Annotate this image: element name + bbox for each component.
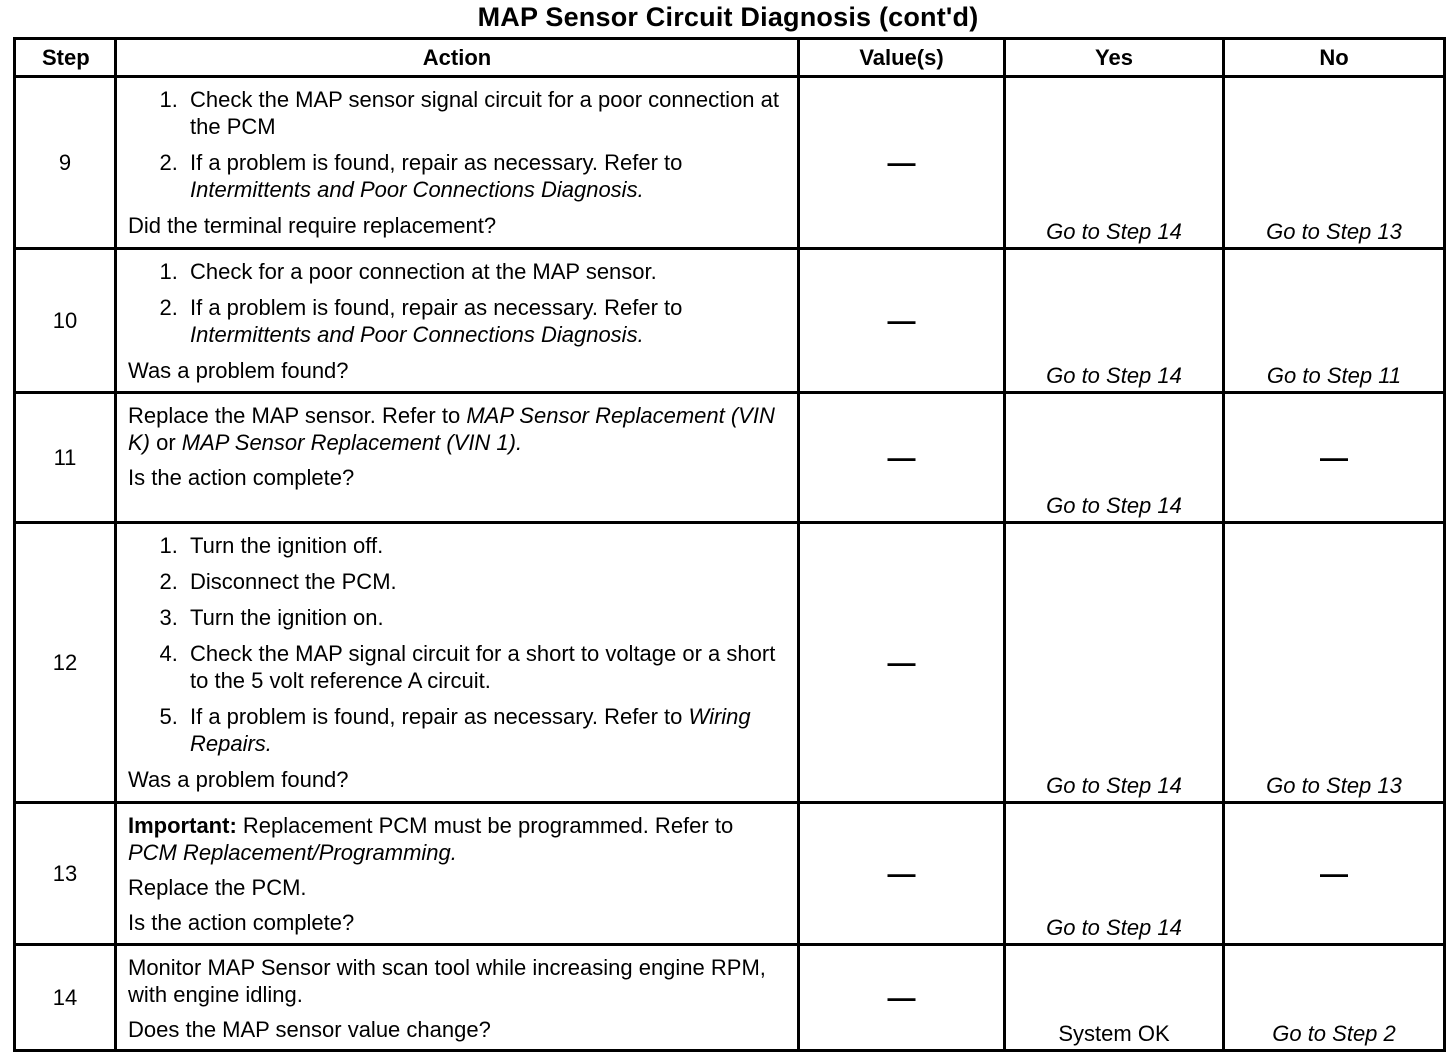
- no-cell: —: [1224, 803, 1445, 945]
- list-item: 1. Check the MAP sensor signal circuit for a poor connection at the PCM: [184, 86, 787, 140]
- step-number: 13: [15, 803, 116, 945]
- no-cell: Go to Step 13: [1224, 523, 1445, 803]
- diagnosis-table: [13, 37, 1446, 1052]
- step-number: 11: [15, 393, 116, 523]
- header-row: [15, 39, 1445, 77]
- action-list: [128, 532, 787, 757]
- value-cell: —: [799, 945, 1005, 1051]
- action-cell: [116, 945, 799, 1051]
- action-paragraph: Monitor MAP Sensor with scan tool while increasing engine RPM, with engine idling.: [128, 955, 766, 1007]
- header-values: Value(s): [799, 39, 1005, 77]
- header-yes: Yes: [1005, 39, 1224, 77]
- no-cell: —: [1224, 393, 1445, 523]
- yes-cell: Go to Step 14: [1005, 393, 1224, 523]
- action-paragraph: Replace the PCM.: [128, 875, 307, 900]
- action-question: Is the action complete?: [128, 910, 355, 935]
- action-list: [128, 86, 787, 203]
- step-number: 14: [15, 945, 116, 1051]
- action-cell: [116, 393, 799, 523]
- value-cell: —: [799, 523, 1005, 803]
- action-list: [128, 258, 787, 348]
- header-action: Action: [116, 39, 799, 77]
- no-cell: Go to Step 13: [1224, 77, 1445, 249]
- no-cell: Go to Step 2: [1224, 945, 1445, 1051]
- action-question: Was a problem found?: [128, 767, 349, 792]
- no-cell: Go to Step 11: [1224, 249, 1445, 393]
- list-item: 3. Turn the ignition on.: [184, 604, 787, 631]
- yes-cell: Go to Step 14: [1005, 803, 1224, 945]
- action-cell: [116, 77, 799, 249]
- yes-cell: System OK: [1005, 945, 1224, 1051]
- important-note: Important: Replacement PCM must be programmed. Refer to PCM Replacement/Programming.: [128, 813, 734, 865]
- list-item: 5. If a problem is found, repair as necessary. Refer to Wiring Repairs.: [184, 703, 787, 757]
- table-row: [15, 249, 1445, 393]
- list-item: 4. Check the MAP signal circuit for a short to voltage or a short to the 5 volt reference A circuit.: [184, 640, 787, 694]
- list-item: 1. Turn the ignition off.: [184, 532, 787, 559]
- header-step: Step: [15, 39, 116, 77]
- yes-cell: Go to Step 14: [1005, 523, 1224, 803]
- step-number: 10: [15, 249, 116, 393]
- step-number: 12: [15, 523, 116, 803]
- page-title: MAP Sensor Circuit Diagnosis (cont'd): [477, 2, 979, 32]
- yes-cell: Go to Step 14: [1005, 77, 1224, 249]
- value-cell: —: [799, 77, 1005, 249]
- table-row: [15, 803, 1445, 945]
- list-item: 2. If a problem is found, repair as necessary. Refer to Intermittents and Poor Connections Diagnosis.: [184, 294, 787, 348]
- value-cell: —: [799, 803, 1005, 945]
- action-question: Was a problem found?: [128, 358, 349, 383]
- action-cell: [116, 523, 799, 803]
- value-cell: —: [799, 249, 1005, 393]
- list-item: 2. If a problem is found, repair as necessary. Refer to Intermittents and Poor Connections Diagnosis.: [184, 149, 787, 203]
- action-cell: [116, 249, 799, 393]
- action-cell: [116, 803, 799, 945]
- header-no: No: [1224, 39, 1445, 77]
- action-question: Does the MAP sensor value change?: [128, 1017, 491, 1042]
- table-row: [15, 77, 1445, 249]
- list-item: 1. Check for a poor connection at the MAP sensor.: [184, 258, 787, 285]
- table-row: [15, 523, 1445, 803]
- action-question: Did the terminal require replacement?: [128, 213, 497, 238]
- table-row: [15, 393, 1445, 523]
- table-row: [15, 945, 1445, 1051]
- action-paragraph: Replace the MAP sensor. Refer to MAP Sensor Replacement (VIN K) or MAP Sensor Replacement (VIN 1).: [128, 403, 775, 455]
- value-cell: —: [799, 393, 1005, 523]
- step-number: 9: [15, 77, 116, 249]
- yes-cell: Go to Step 14: [1005, 249, 1224, 393]
- action-question: Is the action complete?: [128, 465, 355, 490]
- list-item: 2. Disconnect the PCM.: [184, 568, 787, 595]
